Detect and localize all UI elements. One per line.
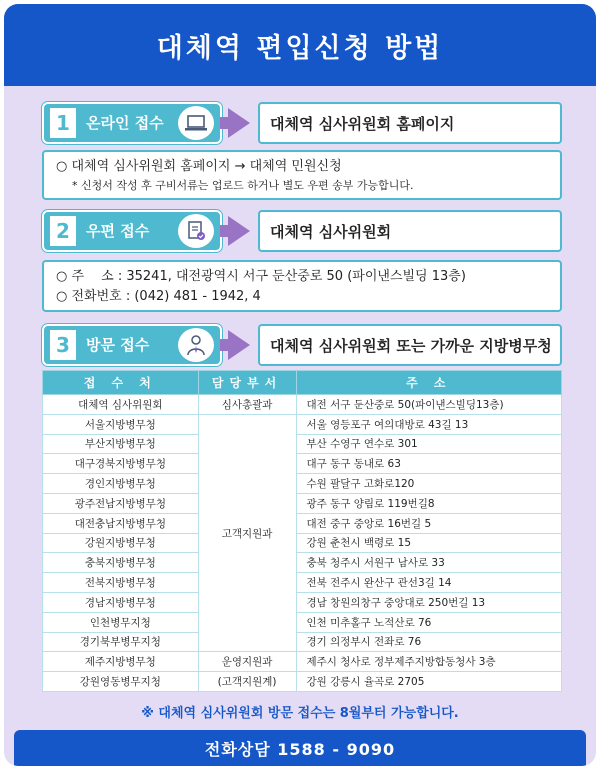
step-online-info [42, 150, 562, 200]
step-pill [42, 324, 222, 366]
office-name: 강원지방병무청 [43, 533, 199, 553]
phone-consult-banner: 전화상담 1588 - 9090 [14, 730, 586, 766]
info-line: ○ 대체역 심사위원회 홈페이지 → 대체역 민원신청 [56, 159, 342, 174]
step-destination: 대체역 심사위원회 [258, 210, 562, 252]
table-row [43, 533, 562, 553]
table-row [43, 592, 562, 612]
office-name: 서울지방병무청 [43, 414, 199, 434]
address-line: ○ 주 소 : 35241, 대전광역시 서구 둔산중로 50 (파이낸스빌딩 13층) [56, 269, 466, 284]
table-row [43, 434, 562, 454]
table-row [43, 553, 562, 573]
page-title: 대체역 편입신청 방법 [4, 4, 596, 86]
office-address: 인천 미추홀구 노적산로 76 [296, 612, 562, 632]
table-row [43, 474, 562, 494]
office-address: 대구 동구 동내로 63 [296, 454, 562, 474]
office-address: 충북 청주시 서원구 남사로 33 [296, 553, 562, 573]
step-destination: 대체역 심사위원회 홈페이지 [258, 102, 562, 144]
office-address: 부산 수영구 연수로 301 [296, 434, 562, 454]
step-mail [42, 210, 562, 252]
office-table [42, 370, 562, 692]
office-name: 경남지방병무청 [43, 592, 199, 612]
table-row [43, 454, 562, 474]
office-name: 대체역 심사위원회 [43, 395, 199, 415]
step-label: 우편 접수 [86, 222, 150, 240]
office-name: 인천병무지청 [43, 612, 199, 632]
header-address: 주 소 [296, 371, 562, 395]
office-address: 수원 팔달구 고화로120 [296, 474, 562, 494]
office-address: 강원 강릉시 율곡로 2705 [296, 672, 562, 692]
step-pill [42, 102, 222, 144]
office-address: 대전 서구 둔산중로 50(파이낸스빌딩13층) [296, 395, 562, 415]
office-address: 전북 전주시 완산구 관선3길 14 [296, 573, 562, 593]
office-address: 강원 춘천시 백령로 15 [296, 533, 562, 553]
step-destination: 대체역 심사위원회 또는 가까운 지방병무청 [258, 324, 562, 366]
office-address: 광주 동구 양림로 119번길8 [296, 493, 562, 513]
office-address: 대전 중구 중앙로 16번길 5 [296, 513, 562, 533]
step-number: 3 [50, 330, 76, 360]
footer-note: ※ 대체역 심사위원회 방문 접수는 8월부터 가능합니다. [141, 706, 459, 721]
dept-name: 운영지원과 [198, 652, 296, 672]
arrow-icon [228, 330, 250, 360]
step-label: 방문 접수 [86, 336, 150, 354]
office-name: 광주전남지방병무청 [43, 493, 199, 513]
header-office: 접 수 처 [43, 371, 199, 395]
step-online [42, 102, 562, 144]
step-number: 2 [50, 216, 76, 246]
office-address: 서울 영등포구 여의대방로 43길 13 [296, 414, 562, 434]
header-dept: 담당부서 [198, 371, 296, 395]
table-row [43, 513, 562, 533]
office-address: 경남 창원의창구 중앙대로 250번길 13 [296, 592, 562, 612]
step-label: 온라인 접수 [86, 114, 164, 132]
table-row [43, 632, 562, 652]
office-address: 제주시 청사로 정부제주지방합동청사 3층 [296, 652, 562, 672]
office-name: 제주지방병무청 [43, 652, 199, 672]
arrow-icon [228, 108, 250, 138]
step-mail-info [42, 260, 562, 312]
office-name: 부산지방병무청 [43, 434, 199, 454]
table-row [43, 612, 562, 632]
dept-subname: (고객지원계) [198, 672, 296, 692]
dept-name: 심사총괄과 [198, 395, 296, 415]
office-address: 경기 의정부시 전좌로 76 [296, 632, 562, 652]
office-name: 충북지방병무청 [43, 553, 199, 573]
table-row [43, 573, 562, 593]
table-header-row [43, 371, 562, 395]
table-row [43, 672, 562, 692]
office-name: 전북지방병무청 [43, 573, 199, 593]
arrow-icon [228, 216, 250, 246]
table-row [43, 414, 562, 434]
office-name: 강원영동병무지청 [43, 672, 199, 692]
office-name: 대전충남지방병무청 [43, 513, 199, 533]
document-check-icon [178, 214, 214, 248]
step-pill [42, 210, 222, 252]
table-row [43, 493, 562, 513]
office-name: 경인지방병무청 [43, 474, 199, 494]
dept-name: 고객지원과 [198, 414, 296, 652]
office-name: 경기북부병무지청 [43, 632, 199, 652]
table-row [43, 395, 562, 415]
table-row [43, 652, 562, 672]
phone-line: ○ 전화번호 : (042) 481 - 1942, 4 [56, 289, 261, 304]
step-number: 1 [50, 108, 76, 138]
page [4, 4, 596, 766]
office-name: 대구경북지방병무청 [43, 454, 199, 474]
person-icon [178, 328, 214, 362]
laptop-icon [178, 106, 214, 140]
info-note: * 신청서 작성 후 구비서류는 업로드 하거나 별도 우편 송부 가능합니다. [72, 179, 414, 192]
step-visit [42, 324, 562, 366]
